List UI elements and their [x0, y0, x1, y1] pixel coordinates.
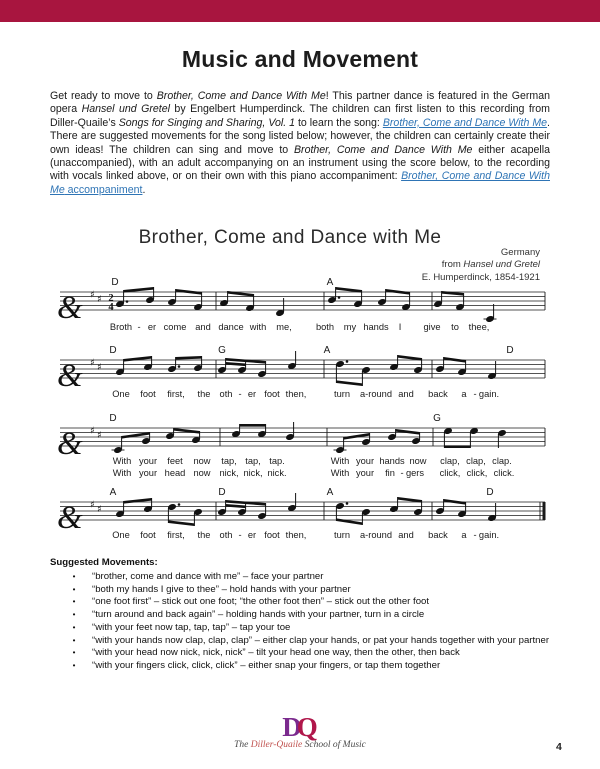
lyric-syllable: -: [473, 389, 477, 399]
lyric-syllable: feet: [167, 456, 183, 466]
beam: [386, 289, 410, 295]
tagline-highlight: Diller-Quaile: [250, 740, 303, 750]
score-title: Brother, Come and Dance with Me: [138, 227, 442, 248]
credit-from-prefix: from: [441, 259, 464, 271]
lyric-syllable: -: [238, 389, 242, 399]
lyric-syllable: With: [112, 468, 132, 478]
page-number: 4: [556, 741, 562, 753]
chord-symbol: D: [111, 277, 119, 288]
song-link[interactable]: accompaniment: [64, 183, 143, 196]
intro-text: Brother, Come and Dance With Me: [156, 90, 326, 102]
beam: [444, 499, 466, 505]
song-link[interactable]: Brother, Come and Dance With Me: [382, 116, 548, 129]
chord-symbol: A: [326, 487, 334, 498]
lyric-syllable: a: [461, 389, 467, 399]
lyric-syllable: With: [112, 456, 132, 466]
lyric-syllable: tap.: [269, 456, 285, 466]
chord-symbol: D: [486, 487, 494, 498]
intro-text: by Engelbert Humperdinck. The children can first listen to this recording from Diller-Quaile’s: [50, 103, 551, 129]
lyric-syllable: turn: [333, 530, 351, 540]
dq-logo: [0, 714, 600, 740]
movement-item: [50, 647, 555, 660]
movement-item: [50, 609, 555, 622]
lyric-syllable: One: [112, 530, 130, 540]
treble-clef-icon: &: [57, 358, 83, 394]
chord-symbol: A: [109, 487, 117, 498]
lyric-syllable: the: [197, 530, 211, 540]
intro-text: ! This partner dance is featured in the German opera: [50, 90, 550, 116]
intro-text: to learn the song:: [295, 116, 383, 129]
sharp-icon: ♯: [90, 499, 95, 511]
lyric-syllable: with: [249, 322, 267, 332]
lyric-syllable: Broth: [109, 322, 133, 332]
beam: [124, 356, 152, 362]
intro-text: .: [142, 183, 146, 196]
movement-item: [50, 584, 555, 597]
lyric-syllable: head: [164, 468, 186, 478]
lyric-syllable: thee,: [468, 322, 490, 332]
final-barline: [543, 502, 546, 520]
bullet-icon: •: [72, 584, 76, 594]
chord-symbol: D: [506, 345, 514, 356]
beam: [226, 504, 246, 508]
lyric-syllable: then,: [285, 389, 307, 399]
lyric-syllable: click,: [466, 468, 488, 478]
sharp-icon: ♯: [90, 289, 95, 301]
sharp-icon: ♯: [90, 357, 95, 369]
beam: [396, 429, 420, 435]
lyric-syllable: back: [428, 530, 448, 540]
sharp-icon: ♯: [90, 425, 95, 437]
treble-clef-icon: &: [57, 290, 83, 326]
lyric-syllable: nick,: [243, 468, 263, 478]
lyric-syllable: foot: [140, 389, 156, 399]
lyric-syllable: both: [315, 322, 335, 332]
lyric-syllable: your: [355, 468, 375, 478]
bullet-icon: •: [72, 610, 76, 620]
intro-text: Get ready to move to: [50, 90, 157, 102]
top-banner: [0, 0, 600, 22]
movement-text: “brother, come and dance with me” – face your partner: [92, 571, 324, 582]
lyric-syllable: nick,: [219, 468, 239, 478]
lyric-syllable: fin: [385, 468, 395, 478]
lyric-syllable: hands: [363, 322, 389, 332]
lyric-syllable: -: [137, 322, 141, 332]
chord-symbol: A: [323, 345, 331, 356]
lyric-syllable: foot: [140, 530, 156, 540]
lyric-syllable: then,: [285, 530, 307, 540]
movement-text: “with your hands now clap, clap, clap” – either clap your hands, or pat your hands together with your partner: [92, 634, 550, 646]
sharp-icon: ♯: [97, 362, 102, 373]
lyric-syllable: to: [451, 322, 459, 332]
intro-text: Brother, Come and Dance With Me: [293, 143, 473, 156]
lyric-syllable: your: [138, 456, 158, 466]
lyric-syllable: a: [461, 530, 467, 540]
bullet-icon: •: [72, 648, 76, 658]
augmentation-dot: [346, 502, 349, 505]
logo-letter-q: Q: [296, 712, 318, 742]
lyric-syllable: With: [330, 468, 350, 478]
beam: [444, 357, 466, 363]
movement-item: [50, 635, 555, 648]
bullet-icon: •: [72, 572, 76, 581]
augmentation-dot: [346, 360, 349, 363]
augmentation-dot: [178, 365, 181, 368]
lyric-syllable: hands: [379, 456, 405, 466]
intro-text: Hansel und Gretel: [81, 103, 170, 116]
movement-text: “with your feet now tap, tap, tap” – tap your toe: [92, 621, 291, 633]
movements-list: [50, 571, 555, 673]
lyric-syllable: With: [330, 456, 350, 466]
lyric-syllable: clap.: [492, 456, 512, 466]
sharp-icon: ♯: [97, 504, 102, 515]
chord-symbol: G: [218, 345, 226, 356]
chord-symbol: D: [109, 345, 117, 356]
bullet-icon: •: [72, 597, 76, 607]
beam: [240, 424, 266, 427]
credit-country: Germany: [500, 247, 540, 258]
movement-text: “one foot first” – stick out one foot; “the other foot then” – stick out the other foot: [92, 596, 430, 608]
lyric-syllable: and: [398, 389, 414, 399]
movement-item: [50, 660, 555, 673]
chord-symbol: D: [218, 487, 226, 498]
beam: [176, 356, 202, 360]
movement-item: [50, 596, 555, 609]
lyric-syllable: er: [247, 530, 257, 540]
lyric-syllable: -: [238, 530, 242, 540]
chord-symbol: G: [433, 413, 441, 424]
lyric-syllable: my: [343, 322, 357, 332]
movement-text: “turn around and back again” – holding hands with your partner, turn in a circle: [92, 609, 425, 621]
lyric-syllable: now: [193, 456, 211, 466]
lyric-syllable: now: [409, 456, 427, 466]
movement-text: “with your fingers click, click, click” – either snap your fingers, or tap them together: [92, 659, 441, 671]
score-svg: [0, 270, 600, 560]
lyric-syllable: click,: [439, 468, 461, 478]
time-signature-lower: 4: [108, 301, 114, 313]
lyric-syllable: I: [398, 322, 402, 332]
lyric-syllable: dance: [218, 322, 244, 332]
chord-symbol: A: [326, 277, 334, 288]
tagline-suffix: School of Music: [302, 740, 366, 750]
beam: [168, 520, 194, 526]
school-tagline: [0, 740, 600, 750]
bullet-icon: •: [72, 622, 76, 632]
bullet-icon: •: [72, 635, 76, 645]
movement-text: “both my hands I give to thee” – hold hands with your partner: [92, 583, 351, 595]
bullet-icon: •: [72, 660, 76, 670]
lyric-syllable: gers: [405, 468, 425, 478]
credit-from-title: Hansel und Gretel: [463, 259, 540, 271]
lyric-syllable: foot: [264, 389, 280, 399]
page-title: Music and Movement: [181, 46, 419, 72]
lyric-syllable: a-round: [359, 530, 393, 540]
beam: [124, 498, 152, 504]
chord-symbol: D: [109, 413, 117, 424]
lyric-syllable: tap,: [245, 456, 261, 466]
intro-paragraph: [50, 90, 550, 197]
lyric-syllable: turn: [333, 389, 351, 399]
lyric-syllable: and: [195, 322, 211, 332]
lyric-syllable: oth: [219, 530, 233, 540]
movements-section: [50, 557, 555, 673]
lyric-syllable: now: [193, 468, 211, 478]
treble-clef-icon: &: [57, 426, 83, 462]
movement-item: [50, 622, 555, 635]
lyric-syllable: clap,: [466, 456, 486, 466]
lyric-syllable: -: [473, 530, 477, 540]
beam: [226, 362, 246, 366]
tagline-prefix: The: [234, 740, 251, 750]
beam: [122, 432, 150, 439]
augmentation-dot: [126, 300, 129, 303]
song-link[interactable]: Brother, Come and Dance With Me: [50, 170, 550, 196]
time-signature-upper: 2: [108, 292, 114, 304]
treble-clef-icon: &: [57, 500, 83, 536]
intro-text: Songs for Singing and Sharing, Vol. 1: [118, 116, 296, 129]
lyric-syllable: er: [147, 322, 157, 332]
movements-heading: Suggested Movements:: [50, 557, 158, 568]
beam: [344, 433, 370, 440]
lyric-syllable: -: [400, 468, 404, 478]
beam: [336, 380, 362, 386]
logo-letter-d: D: [282, 712, 302, 742]
lyric-syllable: and: [398, 530, 414, 540]
beam: [444, 445, 470, 448]
lyric-syllable: oth: [219, 389, 233, 399]
lyric-syllable: your: [355, 456, 375, 466]
augmentation-dot: [338, 296, 341, 299]
lyric-syllable: clap,: [440, 456, 460, 466]
lyric-syllable: nick.: [267, 468, 287, 478]
lyric-syllable: foot: [264, 530, 280, 540]
lyric-syllable: give: [423, 322, 441, 332]
intro-text: either acapella (unaccompanied), with an adult accompanying on an instrument using the score below, to the recording with vocals linked above, or on their own with this piano accompaniment:: [50, 143, 550, 183]
lyric-syllable: gain.: [478, 530, 500, 540]
beam: [176, 289, 202, 295]
lyric-syllable: the: [197, 389, 211, 399]
lyric-syllable: tap,: [221, 456, 237, 466]
sharp-icon: ♯: [97, 294, 102, 305]
lyric-syllable: back: [428, 389, 448, 399]
footer-logo: [0, 714, 600, 750]
sharp-icon: ♯: [97, 430, 102, 441]
augmentation-dot: [178, 503, 181, 506]
lyric-syllable: One: [112, 389, 130, 399]
intro-text: . There are suggested movements for the song listed below; however, the children can certainly create their own ideas! The children can sing and move to: [50, 116, 550, 156]
beam: [336, 518, 362, 525]
lyric-syllable: gain.: [478, 389, 500, 399]
lyric-syllable: first,: [167, 389, 185, 399]
lyric-syllable: come: [163, 322, 187, 332]
lyric-syllable: first,: [167, 530, 185, 540]
lyric-syllable: click.: [493, 468, 515, 478]
movement-item: [50, 571, 555, 584]
lyric-syllable: me,: [276, 322, 292, 332]
credit-composer: E. Humperdinck, 1854-1921: [421, 271, 540, 283]
lyric-syllable: your: [138, 468, 158, 478]
lyric-syllable: er: [247, 389, 257, 399]
movement-text: “with your head now nick, nick, nick” – tilt your head one way, then the other, then back: [92, 647, 460, 659]
lyric-syllable: a-round: [359, 389, 393, 399]
